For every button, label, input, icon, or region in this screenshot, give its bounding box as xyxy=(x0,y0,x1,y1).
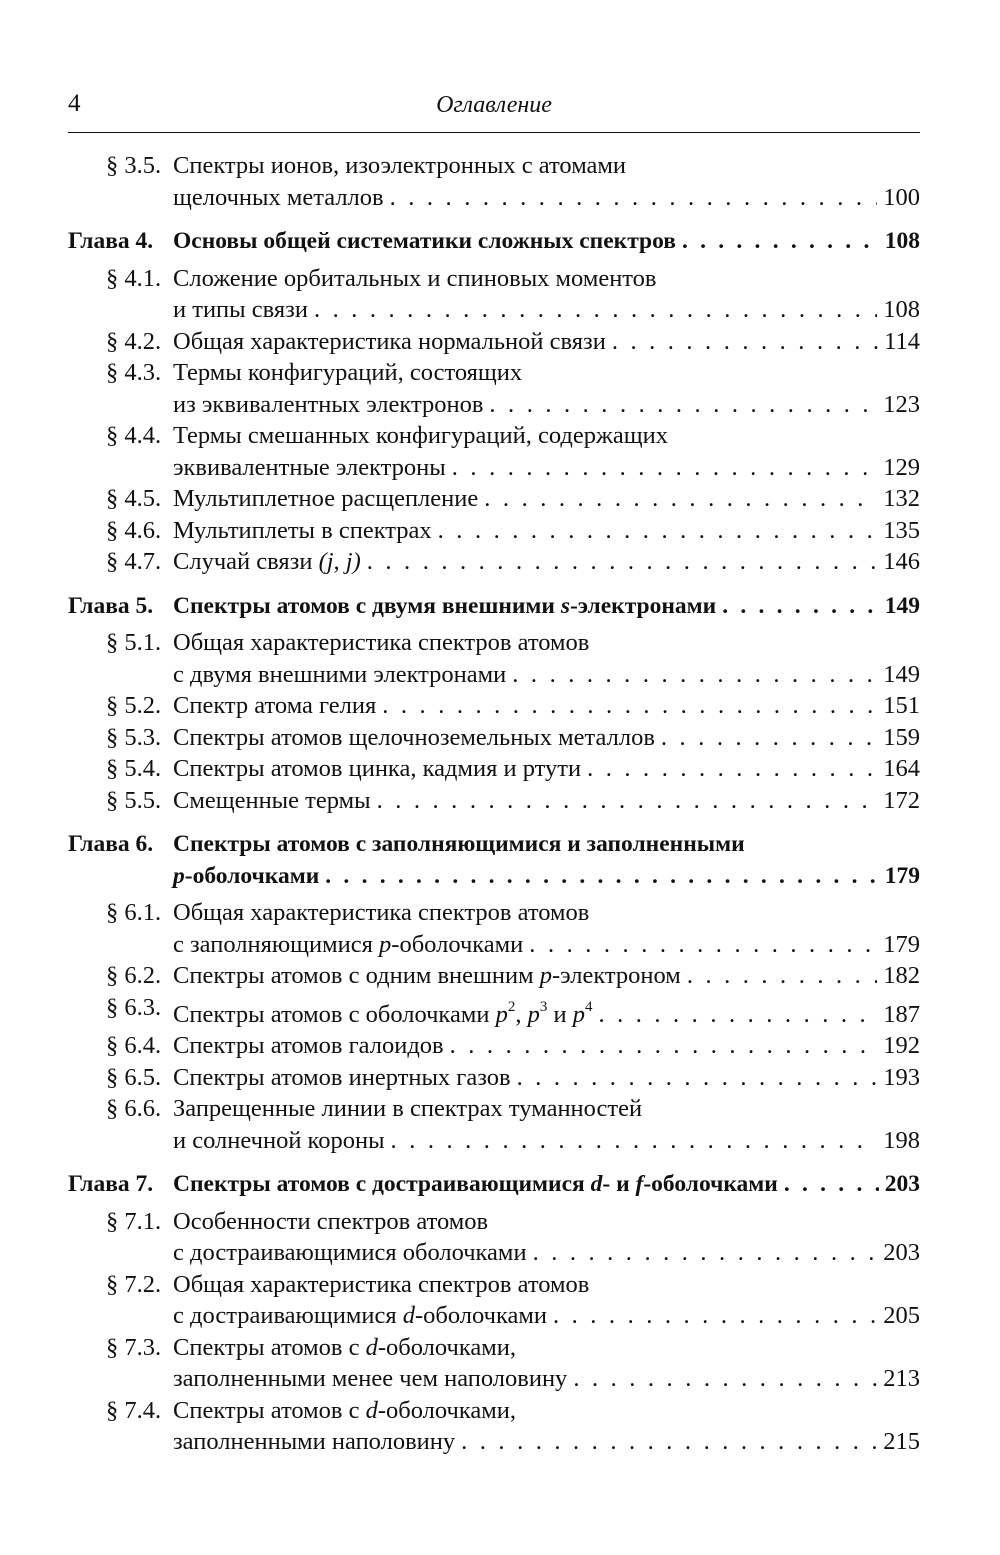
entry-number: § 5.2. xyxy=(106,692,162,719)
math-symbol: p xyxy=(379,930,392,958)
entry-page: 203 xyxy=(883,1239,920,1266)
leader-dots xyxy=(390,182,878,214)
superscript: 3 xyxy=(539,998,548,1015)
entry-page: 123 xyxy=(883,390,920,418)
leader-dots xyxy=(438,515,878,547)
leader-dots xyxy=(450,1030,878,1062)
entry-title-line: Общая характеристика спектров атомов xyxy=(173,1270,590,1298)
math-symbol: p xyxy=(527,1000,540,1028)
entry-title: Мультиплетное расщепление xyxy=(173,485,479,512)
chapter-title: Основы общей систематики сложных спектров xyxy=(173,228,676,254)
entry-number: § 4.4. xyxy=(106,422,162,449)
toc-entry[interactable] xyxy=(68,1030,920,1062)
leader-dots xyxy=(484,483,877,515)
leader-dots xyxy=(722,591,879,623)
chapter-title xyxy=(173,1169,778,1201)
title-text: Спектры атомов с двумя внешними xyxy=(173,592,561,619)
chapter-number: Глава 6. xyxy=(68,831,154,857)
title-text: и xyxy=(547,1000,573,1028)
chapter-title xyxy=(173,861,319,893)
entry-number: § 6.3. xyxy=(106,993,162,1021)
entry-title: с достраивающимися оболочками xyxy=(173,1239,527,1266)
title-text: Спектры атомов с xyxy=(173,1396,366,1424)
entry-title: и солнечной короны xyxy=(173,1126,385,1154)
toc-entry[interactable] xyxy=(68,326,920,358)
leader-dots xyxy=(612,326,878,358)
toc-entry[interactable] xyxy=(68,150,920,213)
leader-dots xyxy=(661,722,877,754)
toc-entry[interactable] xyxy=(68,263,920,326)
entry-title: Смещенные термы xyxy=(173,786,371,814)
entry-number: § 6.4. xyxy=(106,1032,162,1059)
leader-dots xyxy=(587,753,877,785)
entry-page: 182 xyxy=(883,962,920,989)
entry-title xyxy=(173,1300,547,1332)
entry-title-line: Термы смешанных конфигураций, содержащих xyxy=(173,422,668,449)
leader-dots xyxy=(325,861,878,893)
entry-title: Спектры атомов цинка, кадмия и ртути xyxy=(173,755,582,782)
toc-entry[interactable] xyxy=(68,992,920,1031)
leader-dots xyxy=(489,389,877,421)
entry-title: и типы связи xyxy=(173,296,308,323)
title-text: с достраивающимися xyxy=(173,1302,403,1329)
entry-number: § 6.1. xyxy=(106,899,162,926)
title-text: Случай связи xyxy=(173,548,319,575)
entry-title xyxy=(173,960,681,992)
running-title: Оглавление xyxy=(436,92,552,118)
entry-title xyxy=(173,929,523,961)
leader-dots xyxy=(784,1169,879,1201)
entry-number: § 7.1. xyxy=(106,1207,162,1235)
entry-number: § 4.1. xyxy=(106,264,162,292)
leader-dots xyxy=(687,960,877,992)
entry-title: эквивалентные электроны xyxy=(173,453,446,481)
leader-dots xyxy=(461,1426,877,1458)
leader-dots xyxy=(452,452,877,484)
title-text: -оболочками xyxy=(391,930,524,958)
chapter-page: 149 xyxy=(884,592,920,619)
entry-title: с двумя внешними электронами xyxy=(173,660,507,688)
toc-entry[interactable] xyxy=(68,722,920,754)
chapter-page: 179 xyxy=(884,862,920,889)
leader-dots xyxy=(517,1062,878,1094)
entry-page: 146 xyxy=(883,548,920,575)
chapter-page: 203 xyxy=(884,1171,920,1197)
entry-page: 159 xyxy=(883,723,920,751)
table-of-contents xyxy=(68,150,920,1458)
title-text: -оболочками xyxy=(414,1302,547,1329)
title-text: -оболочками, xyxy=(377,1333,516,1361)
entry-title: Спектр атома гелия xyxy=(173,692,377,719)
title-text: -оболочками xyxy=(184,862,320,889)
entry-page: 135 xyxy=(883,516,920,544)
chapter-title-line: Спектры атомов с заполняющимися и заполненными xyxy=(173,831,745,857)
entry-page: 205 xyxy=(883,1302,920,1329)
entry-page: 187 xyxy=(883,1000,920,1028)
entry-title: Спектры атомов галоидов xyxy=(173,1032,444,1059)
superscript: 4 xyxy=(584,998,593,1015)
leader-dots xyxy=(553,1300,877,1332)
toc-entry[interactable] xyxy=(68,627,920,690)
entry-page: 179 xyxy=(883,930,920,958)
entry-number: § 5.4. xyxy=(106,755,162,782)
title-text: , xyxy=(515,1000,528,1028)
entry-number: § 4.7. xyxy=(106,548,162,575)
toc-chapter[interactable] xyxy=(68,829,920,892)
entry-title: Мультиплеты в спектрах xyxy=(173,516,432,544)
entry-number: § 7.4. xyxy=(106,1396,162,1424)
entry-page: 192 xyxy=(883,1032,920,1059)
math-symbol: p xyxy=(173,862,185,889)
leader-dots xyxy=(382,690,877,722)
entry-page: 198 xyxy=(883,1126,920,1154)
entry-title-line: Общая характеристика спектров атомов xyxy=(173,629,590,656)
entry-page: 172 xyxy=(883,786,920,814)
toc-entry[interactable] xyxy=(68,960,920,992)
math-symbol: d xyxy=(402,1302,415,1329)
toc-entry[interactable] xyxy=(68,1206,920,1269)
toc-entry[interactable] xyxy=(68,1093,920,1156)
entry-number: § 5.5. xyxy=(106,786,162,814)
entry-page: 215 xyxy=(883,1428,920,1455)
entry-number: § 4.6. xyxy=(106,516,162,544)
entry-title-line: Термы конфигураций, состоящих xyxy=(173,359,523,386)
toc-entry[interactable] xyxy=(68,420,920,483)
toc-entry[interactable] xyxy=(68,753,920,785)
entry-page: 164 xyxy=(883,755,920,782)
entry-title: из эквивалентных электронов xyxy=(173,390,484,418)
title-text: -электроном xyxy=(551,962,681,989)
math-symbol: p xyxy=(495,1000,508,1028)
leader-dots xyxy=(377,785,878,817)
math-symbol: s xyxy=(560,592,570,619)
math-symbol: (j, j) xyxy=(318,548,361,575)
toc-entry[interactable] xyxy=(68,1269,920,1332)
superscript: 2 xyxy=(507,998,516,1015)
toc-entry[interactable] xyxy=(68,1395,920,1458)
title-text: -оболочками xyxy=(643,1171,778,1197)
entry-number: § 5.3. xyxy=(106,723,162,751)
leader-dots xyxy=(529,929,877,961)
toc-chapter[interactable] xyxy=(68,226,920,258)
chapter-number: Глава 5. xyxy=(68,592,154,619)
entry-page: 132 xyxy=(883,485,920,512)
entry-title-line xyxy=(173,1395,920,1427)
entry-page: 149 xyxy=(883,660,920,688)
chapter-number: Глава 4. xyxy=(68,228,154,254)
chapter-number: Глава 7. xyxy=(68,1171,154,1197)
leader-dots xyxy=(573,1363,877,1395)
entry-number: § 4.2. xyxy=(106,327,162,355)
entry-title-line xyxy=(173,1332,920,1364)
page-number: 4 xyxy=(68,90,81,117)
entry-number: § 7.2. xyxy=(106,1270,162,1298)
toc-entry[interactable] xyxy=(68,1332,920,1395)
title-text: Спектры атомов с оболочками xyxy=(173,1000,496,1028)
entry-page: 114 xyxy=(884,327,920,355)
entry-page: 108 xyxy=(883,296,920,323)
entry-title-line: Спектры ионов, изоэлектронных с атомами xyxy=(173,152,627,179)
entry-title: Спектры атомов щелочноземельных металлов xyxy=(173,723,655,751)
leader-dots xyxy=(512,659,877,691)
toc-entry[interactable] xyxy=(68,357,920,420)
math-symbol: d xyxy=(590,1171,603,1197)
title-text: - и xyxy=(602,1171,636,1197)
entry-title: заполненными менее чем наполовину xyxy=(173,1365,568,1392)
math-symbol: p xyxy=(539,962,552,989)
toc-entry[interactable] xyxy=(68,546,920,578)
toc-entry[interactable] xyxy=(68,897,920,960)
title-text: -оболочками, xyxy=(377,1396,516,1424)
entry-title: щелочных металлов xyxy=(173,183,384,211)
entry-title-line: Общая характеристика спектров атомов xyxy=(173,899,590,926)
entry-title: Спектры атомов инертных газов xyxy=(173,1063,511,1091)
entry-number: § 4.5. xyxy=(106,485,162,512)
entry-number: § 5.1. xyxy=(106,629,162,656)
title-text: с заполняющимися xyxy=(173,930,380,958)
math-symbol: f xyxy=(635,1171,644,1197)
leader-dots xyxy=(598,999,877,1031)
entry-title: Общая характеристика нормальной связи xyxy=(173,327,606,355)
chapter-title xyxy=(173,591,716,623)
entry-page: 129 xyxy=(883,453,920,481)
toc-entry[interactable] xyxy=(68,785,920,817)
entry-title: заполненными наполовину xyxy=(173,1428,456,1455)
math-symbol: p xyxy=(572,1000,585,1028)
entry-title-line: Сложение орбитальных и спиновых моментов xyxy=(173,264,657,292)
entry-page: 193 xyxy=(883,1063,920,1091)
entry-title xyxy=(173,992,592,1031)
title-text: Спектры атомов с достраивающимися xyxy=(173,1171,591,1197)
entry-page: 151 xyxy=(883,692,920,719)
leader-dots xyxy=(314,294,877,326)
title-text: Спектры атомов с xyxy=(173,1333,366,1361)
math-symbol: d xyxy=(365,1396,378,1424)
leader-dots xyxy=(682,226,879,258)
math-symbol: d xyxy=(365,1333,378,1361)
page-header xyxy=(68,90,920,133)
leader-dots xyxy=(367,546,878,578)
toc-entry[interactable] xyxy=(68,515,920,547)
entry-number: § 6.6. xyxy=(106,1095,162,1122)
toc-chapter[interactable] xyxy=(68,1169,920,1201)
toc-chapter[interactable] xyxy=(68,591,920,623)
entry-page: 213 xyxy=(883,1365,920,1392)
toc-entry[interactable] xyxy=(68,690,920,722)
leader-dots xyxy=(391,1125,878,1157)
entry-number: § 6.2. xyxy=(106,962,162,989)
entry-title-line: Запрещенные линии в спектрах туманностей xyxy=(173,1095,643,1122)
entry-number: § 4.3. xyxy=(106,359,162,386)
chapter-page: 108 xyxy=(884,228,920,254)
title-text: Спектры атомов с одним внешним xyxy=(173,962,540,989)
toc-entry[interactable] xyxy=(68,483,920,515)
entry-page: 100 xyxy=(883,183,920,211)
entry-number: § 7.3. xyxy=(106,1333,162,1361)
entry-title-line: Особенности спектров атомов xyxy=(173,1207,489,1235)
leader-dots xyxy=(533,1237,878,1269)
title-text: -электронами xyxy=(570,592,717,619)
entry-number: § 3.5. xyxy=(106,152,162,179)
toc-entry[interactable] xyxy=(68,1062,920,1094)
entry-number: § 6.5. xyxy=(106,1063,162,1091)
entry-title xyxy=(173,546,361,578)
